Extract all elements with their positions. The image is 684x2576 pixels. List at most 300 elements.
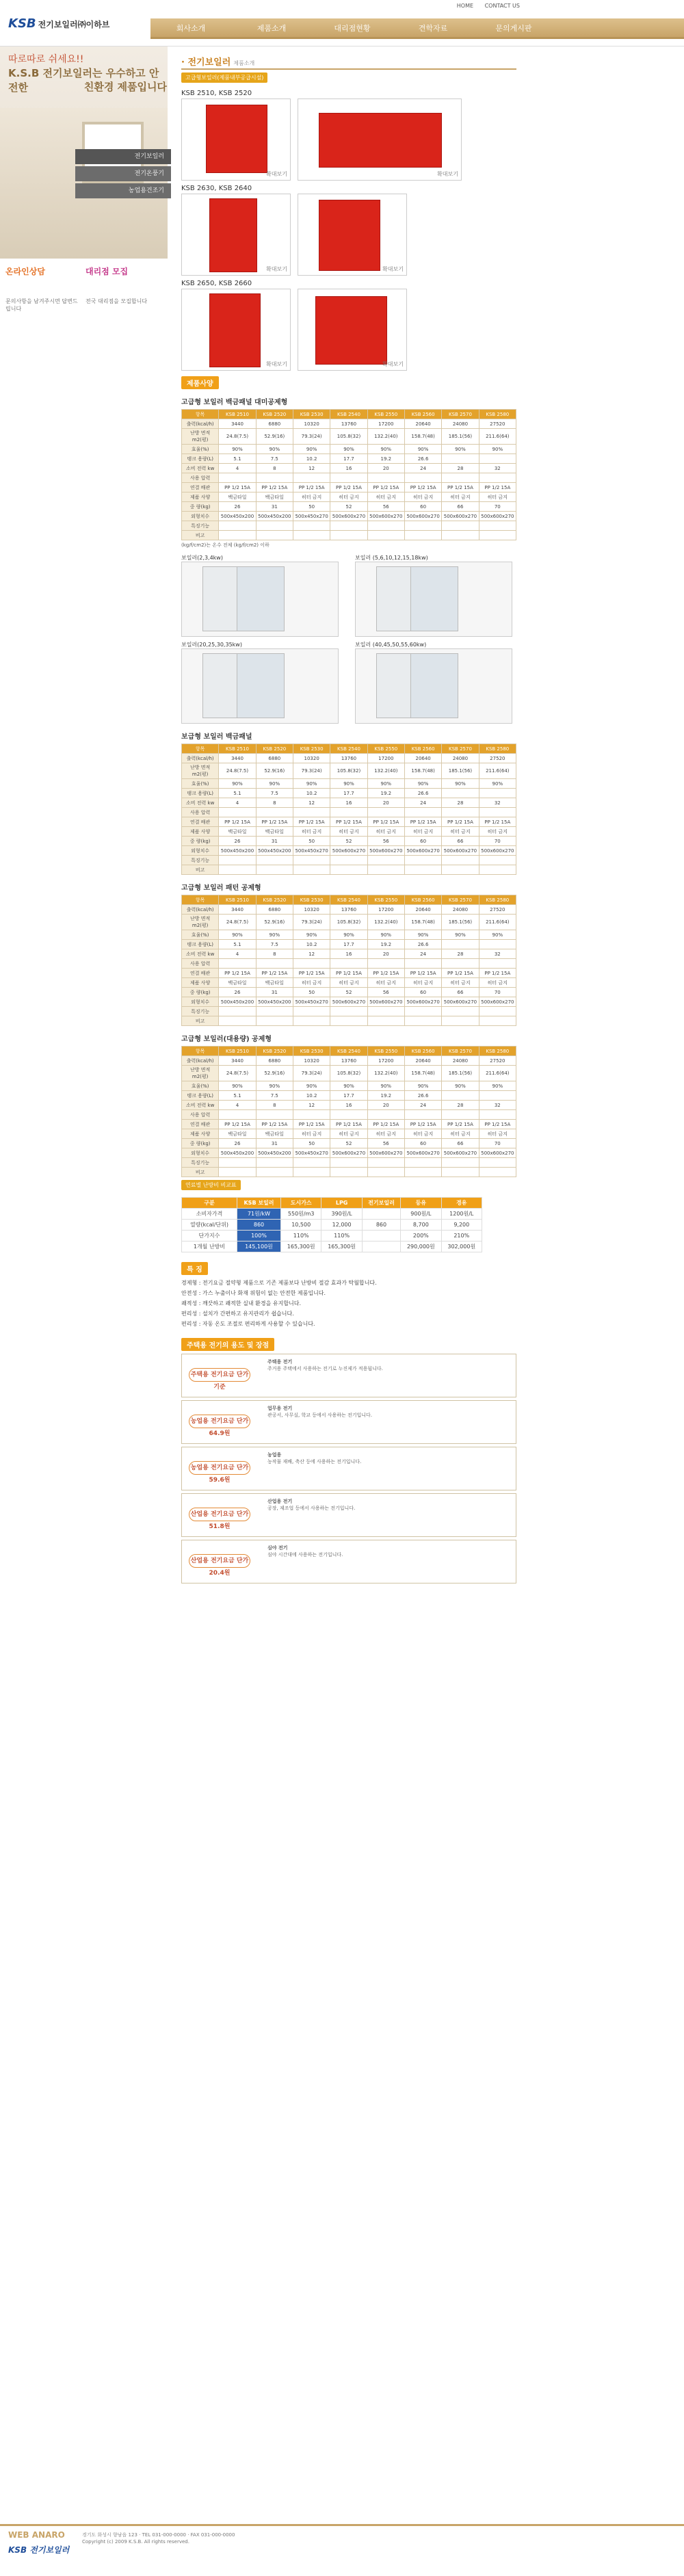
table-cell: 52.9(16) (256, 915, 293, 930)
usage-desc: 심야 시간대에 사용하는 전기입니다. (267, 1552, 343, 1558)
spec-table (181, 895, 516, 1026)
table-cell (330, 1168, 367, 1177)
product-image[interactable] (298, 194, 407, 276)
table-row (182, 846, 516, 856)
usage-label: 산업용 전기요금 단가 20.4원 (189, 1554, 250, 1568)
table-cell: 90% (330, 1081, 367, 1091)
table-cell: 출력(kcal/h) (182, 419, 219, 429)
table-cell: 효율(%) (182, 779, 219, 789)
spec-table (181, 409, 516, 540)
table-cell: 185.1(56) (442, 1066, 479, 1081)
table-row (182, 754, 516, 763)
table-header: KSB 2510 (219, 744, 256, 754)
table-cell: PP 1/2 15A (330, 483, 367, 492)
nav-item-products[interactable]: 제품소개 (256, 24, 287, 33)
table-cell (256, 1110, 293, 1120)
table-row (182, 454, 516, 464)
table-cell: 500x600x270 (479, 846, 516, 856)
table-cell: 32 (479, 464, 516, 473)
table-header: KSB 2550 (367, 410, 404, 419)
table-cell (367, 808, 404, 817)
home-link[interactable]: HOME (456, 3, 474, 9)
table-cell: 105.8(32) (330, 429, 367, 445)
table-cell: 백금타일 (219, 978, 256, 988)
table-cell (367, 1016, 404, 1026)
table-cell: 외형치수 (182, 846, 219, 856)
table-cell: PP 1/2 15A (330, 1120, 367, 1129)
table-cell (219, 1168, 256, 1177)
table-cell: 16 (330, 798, 367, 808)
table-cell: 소비 전력 kw (182, 949, 219, 959)
table-cell: 10.2 (293, 789, 330, 798)
compare-cell: 860 (237, 1220, 281, 1231)
table-header: KSB 2560 (404, 1047, 441, 1056)
compare-cell: 290,000원 (401, 1241, 441, 1252)
compare-cell: 10,500 (281, 1220, 321, 1231)
zoom-link[interactable]: 확대보기 (266, 266, 287, 272)
table-row (182, 969, 516, 978)
table-cell (219, 808, 256, 817)
product-submenu (75, 149, 171, 200)
table-cell: 4 (219, 464, 256, 473)
table-cell: 500x600x270 (479, 1148, 516, 1158)
table-cell (256, 1007, 293, 1016)
table-cell: 105.8(32) (330, 915, 367, 930)
boiler-photo[interactable] (181, 648, 339, 724)
table-row (182, 445, 516, 454)
table-cell: 13760 (330, 754, 367, 763)
table-cell: 185.1(56) (442, 915, 479, 930)
boiler-photo[interactable] (355, 562, 512, 637)
table-cell: 500x600x270 (404, 997, 441, 1007)
table-cell: 500x600x270 (404, 1148, 441, 1158)
zoom-link[interactable]: 확대보기 (266, 361, 287, 367)
table-cell: 16 (330, 464, 367, 473)
spec-table (181, 1046, 516, 1177)
table-cell: 비고 (182, 1168, 219, 1177)
table-cell: PP 1/2 15A (367, 817, 404, 827)
table-row (182, 827, 516, 837)
table-cell: 히터 금지 (404, 978, 441, 988)
table-cell: 24.8(7.5) (219, 763, 256, 779)
table-cell: 외형치수 (182, 997, 219, 1007)
product-image[interactable] (181, 98, 291, 181)
table-cell: 20640 (404, 754, 441, 763)
usage-desc: 공장, 제조업 등에서 사용하는 전기입니다. (267, 1506, 356, 1511)
table-cell (293, 856, 330, 865)
table-cell: 17.7 (330, 789, 367, 798)
fuel-compare-table (181, 1197, 482, 1252)
table-cell: 히터 금지 (330, 827, 367, 837)
table-cell: 20 (367, 798, 404, 808)
table-cell (404, 959, 441, 969)
zoom-link[interactable]: 확대보기 (266, 171, 287, 177)
table-cell: 31 (256, 988, 293, 997)
table-cell: 사용 압력 (182, 1110, 219, 1120)
usage-title: 농업용 (267, 1452, 282, 1458)
table-cell: 소비 전력 kw (182, 464, 219, 473)
table-cell: PP 1/2 15A (479, 483, 516, 492)
compare-cell: 9,200 (441, 1220, 482, 1231)
compare-cell: 200% (401, 1231, 441, 1241)
table-cell: 히터 금지 (367, 1129, 404, 1139)
table-cell: 90% (404, 1081, 441, 1091)
compare-header: LPG (321, 1198, 362, 1209)
usage-text (267, 1498, 510, 1512)
table-cell: 19.2 (367, 1091, 404, 1101)
table-header: KSB 2540 (330, 744, 367, 754)
table-cell: 24080 (442, 1056, 479, 1066)
table-cell: 90% (293, 779, 330, 789)
table-cell: 28 (442, 464, 479, 473)
table-cell: 500x600x270 (479, 512, 516, 521)
table-cell: 56 (367, 837, 404, 846)
table-cell: 50 (293, 837, 330, 846)
table-cell: 500x450x200 (256, 997, 293, 1007)
table-cell (479, 473, 516, 483)
footer (0, 2524, 684, 2576)
table-cell (442, 473, 479, 483)
compare-cell: 900원/L (401, 1209, 441, 1220)
table-cell (404, 531, 441, 540)
table-cell (219, 1016, 256, 1026)
table-cell: 사용 압력 (182, 808, 219, 817)
table-row (182, 789, 516, 798)
usage-label: 주택용 전기요금 단가 기준 (189, 1368, 250, 1382)
usage-text (267, 1358, 510, 1372)
table-cell (479, 959, 516, 969)
table-cell: 50 (293, 988, 330, 997)
compare-cell (362, 1209, 400, 1220)
table-cell: 52 (330, 988, 367, 997)
utility-links (447, 3, 520, 9)
table-cell: 히터 금지 (330, 492, 367, 502)
table-row (182, 997, 516, 1007)
table-cell: 90% (330, 445, 367, 454)
table-cell: PP 1/2 15A (404, 969, 441, 978)
table-cell (367, 1110, 404, 1120)
table-cell: 26 (219, 988, 256, 997)
table-cell (442, 1158, 479, 1168)
table-cell: 211.6(64) (479, 763, 516, 779)
table-header: KSB 2540 (330, 1047, 367, 1056)
compare-cell: 390원/L (321, 1209, 362, 1220)
table-cell: 500x600x270 (442, 512, 479, 521)
table-cell: 20 (367, 949, 404, 959)
table-row (182, 1139, 516, 1148)
table-header: KSB 2580 (479, 1047, 516, 1056)
table-cell: 211.6(64) (479, 1066, 516, 1081)
product-image[interactable] (181, 289, 291, 371)
table-cell: 90% (256, 445, 293, 454)
table-cell (293, 521, 330, 531)
table-cell (330, 1110, 367, 1120)
table-cell (293, 959, 330, 969)
table-cell (442, 789, 479, 798)
table-cell: 17.7 (330, 454, 367, 464)
table-cell: 70 (479, 837, 516, 846)
compare-row (182, 1231, 482, 1241)
product-image[interactable] (298, 289, 407, 371)
table-cell: 26 (219, 1139, 256, 1148)
table-cell: 비고 (182, 1016, 219, 1026)
compare-header: 도시가스 (281, 1198, 321, 1209)
table-cell: 효율(%) (182, 445, 219, 454)
table-row (182, 1007, 516, 1016)
table-cell: 7.5 (256, 454, 293, 464)
table-cell (404, 521, 441, 531)
table-row (182, 1066, 516, 1081)
table-row (182, 1129, 516, 1139)
table-cell: 탱크 용량(L) (182, 940, 219, 949)
compare-cell: 1200원/L (441, 1209, 482, 1220)
table-cell (367, 473, 404, 483)
table-cell: 90% (442, 779, 479, 789)
compare-cell (362, 1231, 400, 1241)
table-cell: 제품 사양 (182, 1129, 219, 1139)
table-cell: 500x600x270 (404, 512, 441, 521)
table-header: KSB 2520 (256, 1047, 293, 1056)
table-row (182, 798, 516, 808)
table-cell (404, 856, 441, 865)
compare-header: 전기보일러 (362, 1198, 400, 1209)
table-cell: 히터 금지 (293, 1129, 330, 1139)
table-cell: 특징기능 (182, 1007, 219, 1016)
table-header: KSB 2530 (293, 410, 330, 419)
table-cell: 특징기능 (182, 521, 219, 531)
table-cell: 히터 금지 (367, 978, 404, 988)
table-cell (219, 521, 256, 531)
table-cell: 79.3(24) (293, 763, 330, 779)
table-cell (479, 521, 516, 531)
table-cell (330, 1158, 367, 1168)
usage-title: 산업용 전기 (267, 1499, 293, 1504)
site-logo[interactable]: KSB 전기보일러㈜이하브 (8, 16, 110, 31)
table-cell: 중 량(kg) (182, 988, 219, 997)
table-cell (442, 531, 479, 540)
table-cell: 185.1(56) (442, 763, 479, 779)
nav-item-dealers[interactable]: 대리점현황 (334, 24, 371, 33)
table-cell: 500x450x270 (293, 1148, 330, 1158)
table-cell: 제품 사양 (182, 492, 219, 502)
usage-text (267, 1545, 510, 1558)
usage-label: 산업용 전기요금 단가 51.8원 (189, 1508, 250, 1521)
table-cell: 10320 (293, 754, 330, 763)
nav-item-data[interactable]: 견학자료 (418, 24, 448, 33)
table-row (182, 1081, 516, 1091)
compare-cell: 165,300원 (321, 1241, 362, 1252)
table-cell: 제품 사양 (182, 978, 219, 988)
section-tag: 고급형보일러(제품내부공급시설) (181, 73, 267, 83)
table-cell: 79.3(24) (293, 915, 330, 930)
table-row (182, 502, 516, 512)
table-row (182, 988, 516, 997)
table-cell: 소비 전력 kw (182, 798, 219, 808)
table-cell: 90% (330, 779, 367, 789)
table-cell: 211.6(64) (479, 915, 516, 930)
table-row (182, 521, 516, 531)
table-header: KSB 2510 (219, 1047, 256, 1056)
table-cell: 90% (479, 930, 516, 940)
zoom-link[interactable]: 확대보기 (382, 266, 404, 272)
table-cell: 8 (256, 949, 293, 959)
table-cell: 백금타일 (256, 492, 293, 502)
table-cell: 26.6 (404, 454, 441, 464)
table-cell: PP 1/2 15A (330, 969, 367, 978)
hero-line1: 따로따로 쉬세요!! (8, 54, 84, 65)
table-cell: 히터 금지 (479, 492, 516, 502)
table-cell (256, 521, 293, 531)
usage-box (181, 1493, 516, 1537)
usage-title: 심야 전기 (267, 1545, 288, 1551)
table-cell: 10.2 (293, 1091, 330, 1101)
table-cell (479, 808, 516, 817)
table-cell: 24 (404, 949, 441, 959)
contact-link[interactable]: CONTACT US (484, 3, 520, 9)
nav-item-board[interactable]: 문의게시판 (495, 24, 532, 33)
table-cell: 히터 금지 (330, 1129, 367, 1139)
usage-text (267, 1451, 510, 1465)
compare-cell: 열량(kcal/단위) (182, 1220, 237, 1231)
compare-cell: 860 (362, 1220, 400, 1231)
zoom-link[interactable]: 확대보기 (382, 361, 404, 367)
table-cell: 8 (256, 1101, 293, 1110)
boiler-photo[interactable] (181, 562, 339, 637)
merit-item: 경제형 : 전기요금 절약형 제품으로 기존 제품보다 난방비 절감 효과가 탁월합니다. (181, 1280, 377, 1286)
table-cell (256, 865, 293, 875)
page-title-bar (181, 55, 516, 70)
table-cell: 56 (367, 1139, 404, 1148)
table-cell: 158.7(48) (404, 1066, 441, 1081)
table-cell (404, 1158, 441, 1168)
product-image[interactable] (298, 98, 462, 181)
table-header: KSB 2580 (479, 410, 516, 419)
table-cell: 500x450x200 (256, 1148, 293, 1158)
submenu-item-heater[interactable]: 전기온풍기 (75, 166, 171, 181)
table-cell: 백금타일 (256, 978, 293, 988)
table-cell: 90% (256, 930, 293, 940)
table-row (182, 419, 516, 429)
table-cell: 히터 금지 (442, 1129, 479, 1139)
table-header: KSB 2550 (367, 1047, 404, 1056)
table-cell: 19.2 (367, 789, 404, 798)
dealer-banner[interactable]: 대리점 모집 전국 대리점을 모집합니다 (86, 267, 148, 304)
compare-cell: 1개월 난방비 (182, 1241, 237, 1252)
table-cell: 500x450x200 (219, 846, 256, 856)
table-cell: 24080 (442, 754, 479, 763)
table-title: 보급형 보일러 백금패널 (181, 733, 252, 741)
table-cell: 20 (367, 1101, 404, 1110)
table-cell: 32 (479, 798, 516, 808)
table-note: (kg/f/cm2)는 온수 전체 (kg/f/cm2) 이하 (181, 542, 269, 548)
table-cell (293, 1007, 330, 1016)
table-cell (479, 1007, 516, 1016)
table-cell: PP 1/2 15A (404, 1120, 441, 1129)
table-cell (442, 521, 479, 531)
table-header: KSB 2510 (219, 410, 256, 419)
compare-header: KSB 보일러 (237, 1198, 281, 1209)
table-cell (219, 473, 256, 483)
table-cell: 24 (404, 798, 441, 808)
table-cell: PP 1/2 15A (219, 817, 256, 827)
table-cell: 90% (479, 445, 516, 454)
table-cell (367, 521, 404, 531)
table-cell: 500x600x270 (442, 1148, 479, 1158)
table-cell (256, 1168, 293, 1177)
submenu-item-dryer[interactable]: 농업용건조기 (75, 183, 171, 198)
table-row (182, 483, 516, 492)
table-cell (256, 531, 293, 540)
table-cell: 27520 (479, 754, 516, 763)
table-cell: 히터 금지 (479, 978, 516, 988)
table-cell: 비고 (182, 865, 219, 875)
table-cell (442, 1007, 479, 1016)
table-cell (442, 959, 479, 969)
table-cell: 19.2 (367, 454, 404, 464)
table-cell: 158.7(48) (404, 915, 441, 930)
table-cell: 효율(%) (182, 1081, 219, 1091)
table-row (182, 1056, 516, 1066)
table-cell: 500x600x270 (367, 1148, 404, 1158)
table-cell: 500x600x270 (442, 997, 479, 1007)
compare-cell: 110% (321, 1231, 362, 1241)
table-cell: 158.7(48) (404, 429, 441, 445)
product-image[interactable] (181, 194, 291, 276)
table-cell: 중 량(kg) (182, 502, 219, 512)
table-row (182, 959, 516, 969)
table-cell: PP 1/2 15A (367, 483, 404, 492)
table-cell: 17200 (367, 419, 404, 429)
boiler-photo[interactable] (355, 648, 512, 724)
table-row (182, 1120, 516, 1129)
table-cell (404, 1016, 441, 1026)
table-cell: 31 (256, 837, 293, 846)
table-cell: 90% (442, 1081, 479, 1091)
table-header: KSB 2510 (219, 895, 256, 905)
table-cell: 90% (293, 930, 330, 940)
nav-item-company[interactable]: 회사소개 (176, 24, 206, 33)
table-cell: 52.9(16) (256, 429, 293, 445)
table-cell: 히터 금지 (442, 492, 479, 502)
table-cell (367, 856, 404, 865)
table-cell: 90% (367, 779, 404, 789)
usage-desc: 농작물 재배, 축산 등에 사용하는 전기입니다. (267, 1459, 362, 1464)
table-cell (404, 1168, 441, 1177)
table-cell: 52 (330, 837, 367, 846)
table-cell: 6880 (256, 1056, 293, 1066)
table-cell: PP 1/2 15A (442, 1120, 479, 1129)
submenu-item-boiler[interactable]: 전기보일러 (75, 149, 171, 164)
table-row (182, 1168, 516, 1177)
zoom-link[interactable]: 확대보기 (437, 171, 458, 177)
table-cell: 52 (330, 502, 367, 512)
table-cell (219, 531, 256, 540)
table-cell: PP 1/2 15A (442, 969, 479, 978)
table-cell (293, 473, 330, 483)
table-cell: PP 1/2 15A (293, 969, 330, 978)
table-cell (479, 1016, 516, 1026)
table-row (182, 1148, 516, 1158)
compare-cell: 210% (441, 1231, 482, 1241)
table-cell: PP 1/2 15A (404, 483, 441, 492)
table-cell: 10320 (293, 419, 330, 429)
online-consult-banner[interactable]: 온라인상담 문의사항을 남겨주시면 답변드립니다 (5, 267, 78, 312)
compare-cell: 165,300원 (281, 1241, 321, 1252)
table-cell (256, 473, 293, 483)
table-cell: 500x600x270 (404, 846, 441, 856)
table-row (182, 1110, 516, 1120)
merits-list (181, 1279, 516, 1328)
